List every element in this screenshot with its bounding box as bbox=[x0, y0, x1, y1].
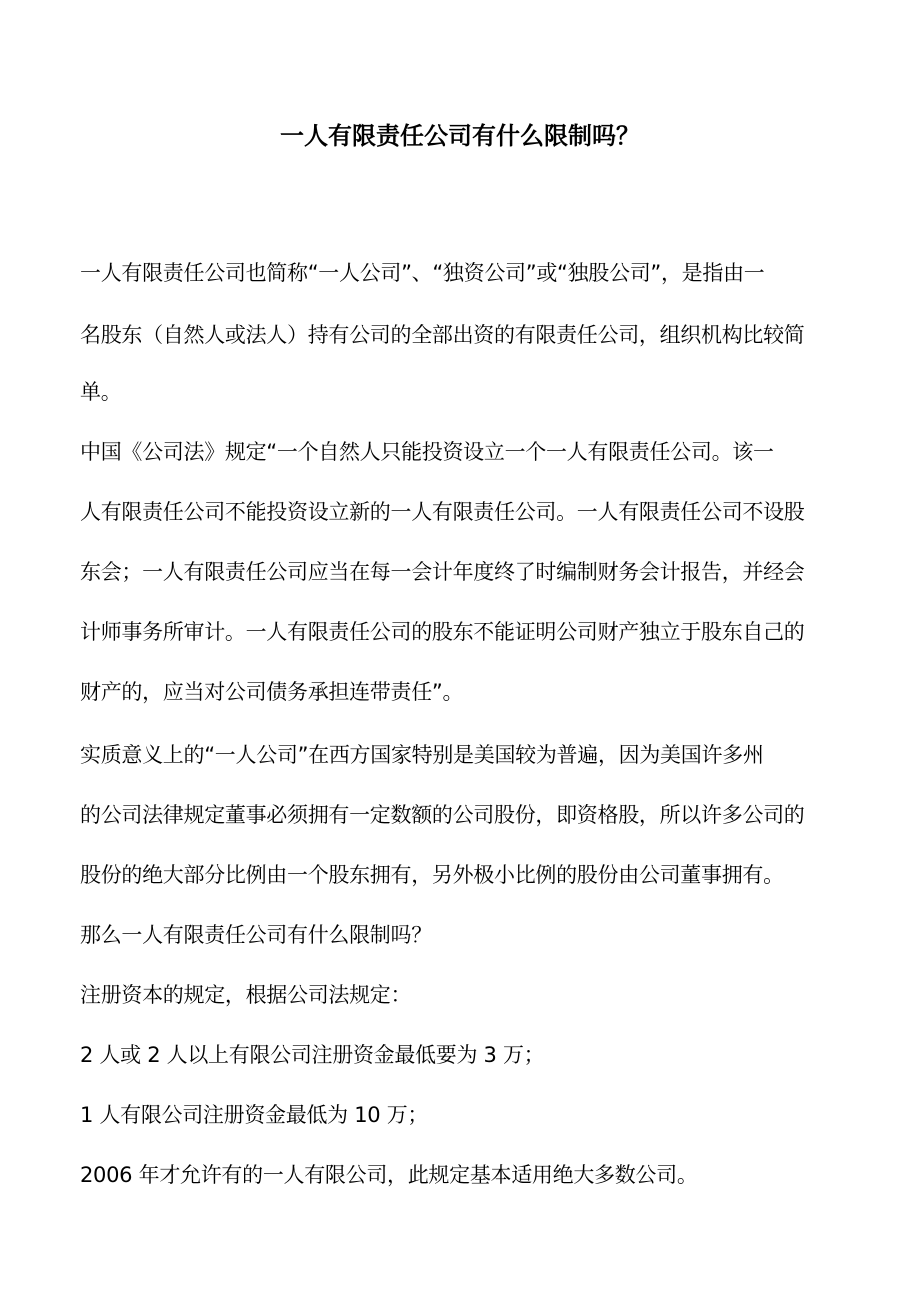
paragraph-line: 财产的，应当对公司债务承担连带责任”。 bbox=[80, 680, 464, 704]
paragraph-line: 那么一人有限责任公司有什么限制吗？ bbox=[80, 923, 432, 947]
paragraph-line: 股份的绝大部分比例由一个股东拥有，另外极小比例的股份由公司董事拥有。 bbox=[80, 863, 784, 887]
paragraph-line: 2006 年才允许有的一人有限公司，此规定基本适用绝大多数公司。 bbox=[80, 1163, 698, 1187]
paragraph-line: 1 人有限公司注册资金最低为 10 万； bbox=[80, 1103, 429, 1127]
paragraph-line: 的公司法律规定董事必须拥有一定数额的公司股份，即资格股，所以许多公司的 bbox=[80, 803, 805, 827]
paragraph-line: 实质意义上的“一人公司”在西方国家特别是美国较为普遍，因为美国许多州 bbox=[80, 743, 764, 767]
paragraph-line: 中国《公司法》规定“一个自然人只能投资设立一个一人有限责任公司。该一 bbox=[80, 440, 774, 464]
document-title: 一人有限责任公司有什么限制吗？ bbox=[280, 122, 640, 150]
paragraph-line: 名股东（自然人或法人）持有公司的全部出资的有限责任公司，组织机构比较简 bbox=[80, 323, 805, 347]
paragraph-line: 计师事务所审计。一人有限责任公司的股东不能证明公司财产独立于股东自己的 bbox=[80, 620, 805, 644]
paragraph-line: 注册资本的规定，根据公司法规定： bbox=[80, 983, 412, 1007]
paragraph-line: 东会；一人有限责任公司应当在每一会计年度终了时编制财务会计报告，并经会 bbox=[80, 560, 805, 584]
paragraph-line: 2 人或 2 人以上有限公司注册资金最低要为 3 万； bbox=[80, 1043, 545, 1067]
paragraph-line: 单。 bbox=[80, 380, 122, 404]
paragraph-line: 一人有限责任公司也简称“一人公司”、“独资公司”或“独股公司”，是指由一 bbox=[80, 261, 765, 285]
paragraph-line: 人有限责任公司不能投资设立新的一人有限责任公司。一人有限责任公司不设股 bbox=[80, 500, 805, 524]
